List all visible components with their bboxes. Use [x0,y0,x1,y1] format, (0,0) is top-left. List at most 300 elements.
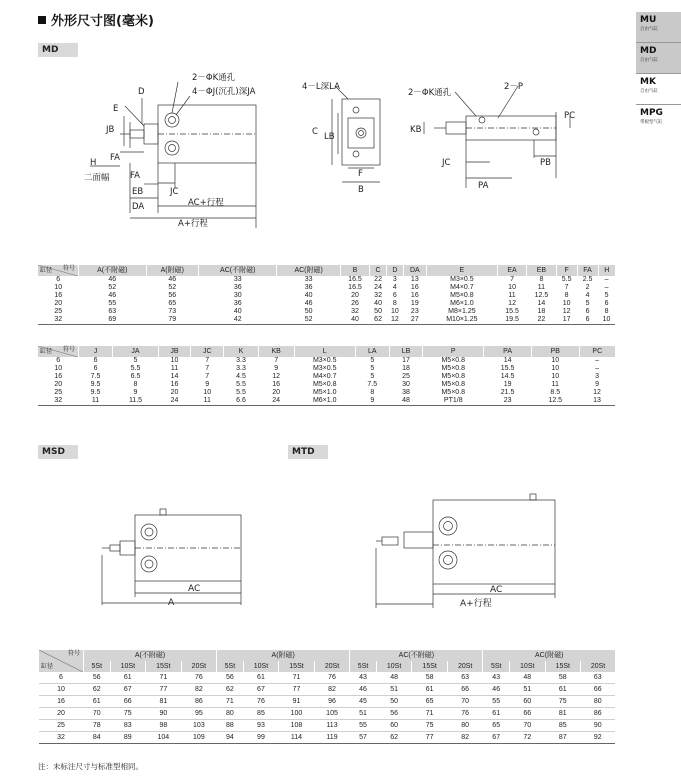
table1-corner-bottom: 缸径 [40,268,53,274]
table1-header: FA [577,265,598,276]
sidebar-sub: 自由气缸 [640,27,658,32]
value-cell: 71 [279,672,315,684]
value-cell: 16 [170,381,179,388]
md-label-fa2: FA [130,171,140,181]
title-square-icon [38,16,46,24]
mtd-drawing [368,488,568,610]
value-cell: 50 [374,308,382,315]
mtd-body [433,500,555,584]
value-cell: 8 [133,381,138,388]
value-cell: 50 [304,308,313,315]
value-cell: 15.5 [500,365,515,372]
value-cell: 16 [410,284,419,291]
value-cell: 52 [108,284,117,291]
value-cell: 92 [581,732,615,744]
table1-header: H [598,265,615,276]
value-cell: 7.5 [367,381,378,388]
table3-subheader: 5St [483,661,510,672]
value-cell: 43 [350,672,377,684]
value-cell: 71 [146,672,182,684]
value-cell: 65 [412,696,448,708]
value-cell: 91 [279,696,315,708]
value-cell: M10×1.25 [426,316,497,325]
value-cell: 46 [108,292,117,299]
md-label-jc: JC [170,187,179,197]
value-cell: 4.5 [236,373,246,380]
value-cell: 89 [110,732,146,744]
table1-header: EA [497,265,526,276]
value-cell: 36 [233,284,242,291]
md-label-l-depth: 4－L深LA [302,82,340,92]
value-cell: 84 [84,732,111,744]
value-cell: 13 [579,397,615,406]
value-cell: 10 [508,284,516,291]
table-row [38,389,615,397]
sidebar-sub: 带板型气缸 [640,120,663,125]
table2-corner-bottom: 缸径 [40,349,53,355]
value-cell: 69 [79,316,147,325]
value-cell: 20 [351,292,359,299]
sidebar-item-mpg[interactable] [636,105,681,135]
md-label-h: H [90,158,97,168]
table3-group: A(不附磁) [84,650,217,661]
table3-subheader: 10St [110,661,146,672]
dimension-table-1 [38,265,615,325]
md-front-hole-bottom [165,141,179,155]
value-cell: 5 [133,357,138,364]
value-cell: 56 [376,708,412,720]
sidebar-item-mk[interactable] [636,74,681,104]
msd-drawing [90,505,260,610]
value-cell: 86 [181,696,217,708]
value-cell: 42 [199,316,277,325]
table-row [38,316,615,325]
sidebar-code: MU [640,15,657,25]
table2-header: J [79,346,113,357]
value-cell: 30 [402,381,410,388]
value-cell: 61 [110,672,146,684]
sidebar-code: MK [640,77,656,87]
value-cell: 61 [412,684,448,696]
table2-corner-top: 符号 [62,347,75,353]
value-cell: 40 [340,316,369,325]
value-cell: 70 [84,708,111,720]
md-label-width-flats: 二面幅 [84,173,110,183]
table3-subheader: 5St [217,661,244,672]
value-cell: M5×0.8 [441,357,466,364]
value-cell: 46 [168,276,177,283]
value-cell: 56 [217,672,244,684]
value-cell: 71 [412,708,448,720]
value-cell: 51 [509,684,545,696]
value-cell: 23 [484,397,532,406]
bore-cell: 16 [39,696,84,708]
table3-subheader: 10St [376,661,412,672]
value-cell: PT1/8 [423,397,484,406]
value-cell: 96 [314,696,350,708]
md-label-d: D [138,87,145,97]
value-cell: 7 [205,365,210,372]
value-cell: 5 [370,357,375,364]
value-cell: 19 [503,381,512,388]
md-side-center-hole [356,128,366,138]
value-cell: 50 [376,696,412,708]
table2-header: JA [113,346,159,357]
value-cell: 7 [510,276,515,283]
value-cell: 23 [410,308,419,315]
value-cell: 81 [545,708,581,720]
value-cell: M5×1.0 [312,389,337,396]
footnote: 注：未标注尺寸与标准型相同。 [38,762,143,771]
value-cell: 7 [564,284,569,291]
value-cell: 12 [508,300,516,307]
md-label-pa: PA [478,181,489,191]
dimension-table-3 [38,650,615,744]
table3-subheader: 20St [181,661,217,672]
bore-cell: 20 [54,300,63,307]
value-cell: 17 [402,357,410,364]
value-cell: 10 [203,389,212,396]
value-cell: 75 [545,696,581,708]
bore-cell: 32 [38,397,79,406]
section-tag-mtd: MTD [288,445,328,459]
value-cell: 12.5 [531,397,579,406]
value-cell: 5.5 [561,276,572,283]
value-cell: 8.5 [550,389,561,396]
value-cell: 10 [562,300,571,307]
value-cell: 16.5 [348,284,362,291]
value-cell: 6 [392,292,397,299]
table3-subheader: 20St [447,661,483,672]
value-cell: 17 [556,316,577,325]
bore-cell: 20 [54,381,63,388]
msd-label-ac: AC [188,584,201,594]
value-cell: 52 [277,316,340,325]
value-cell: 9 [133,389,138,396]
bore-cell: 32 [39,732,84,744]
value-cell: 14.5 [500,373,515,380]
value-cell: 16 [272,381,281,388]
value-cell: 48 [376,672,412,684]
value-cell: 108 [279,720,315,732]
table-row [38,276,615,284]
value-cell: 33 [233,276,242,283]
value-cell: 5.5 [130,365,141,372]
value-cell: 77 [279,684,315,696]
value-cell: 58 [412,672,448,684]
table-row [38,381,615,389]
value-cell: 56 [168,292,177,299]
table-row [39,708,616,720]
value-cell: 67 [483,732,510,744]
value-cell: 82 [181,684,217,696]
value-cell: 12 [593,389,601,396]
table1-header: C [370,265,387,276]
value-cell: 70 [447,696,483,708]
value-cell: 78 [84,720,111,732]
md-label-kb: KB [410,125,422,135]
value-cell: 8 [539,276,544,283]
value-cell: 46 [483,684,510,696]
md-label-jc2: JC [442,158,451,168]
table1-corner-top: 符号 [62,266,75,272]
table1-header: B [340,265,369,276]
value-cell: 76 [447,708,483,720]
value-cell: 26 [351,300,359,307]
value-cell: M6×1.0 [450,300,474,307]
sidebar [636,12,681,135]
value-cell: 77 [412,732,448,744]
value-cell: 2 [585,284,590,291]
page-title [38,10,154,29]
value-cell: 18 [402,365,410,372]
value-cell: 63 [581,672,615,684]
dimension-table-2 [38,346,615,406]
table3-group: AC(不附磁) [350,650,483,661]
value-cell: 14 [503,357,512,364]
value-cell: 65 [168,300,177,307]
value-cell: 65 [483,720,510,732]
value-cell: 11 [537,284,546,291]
table3-subheader: 10St [509,661,545,672]
value-cell: 62 [370,316,387,325]
table2-header: KB [258,346,294,357]
value-cell: 12 [386,316,403,325]
table3-subheader: 15St [545,661,581,672]
bore-cell: 10 [54,284,63,291]
table2-header: LB [389,346,422,357]
value-cell: 32 [374,292,382,299]
bore-cell: 16 [54,373,63,380]
value-cell: M6×1.0 [294,397,355,406]
value-cell: 8 [370,389,375,396]
table-row [38,365,615,373]
value-cell: – [604,284,609,291]
md-label-jb: JB [106,125,115,135]
value-cell: 6 [93,365,98,372]
table1-header: AC(附磁) [277,265,340,276]
value-cell: 6 [93,357,98,364]
table2-header: JB [158,346,190,357]
value-cell: 62 [84,684,111,696]
md-label-k-hole2: 2－ΦK通孔 [408,88,452,98]
table3-subheader: 15St [146,661,182,672]
value-cell: M4×0.7 [450,284,474,291]
value-cell: 80 [581,696,615,708]
value-cell: 73 [168,308,177,315]
value-cell: M3×0.5 [312,357,337,364]
bore-cell: 6 [56,276,61,283]
bore-cell: 6 [56,357,61,364]
table1-header: EB [527,265,556,276]
value-cell: 71 [217,696,244,708]
value-cell: 61 [84,696,111,708]
section-tag-msd: MSD [38,445,78,459]
value-cell: 6 [585,308,590,315]
md-label-j-hole: 4－ΦJ(沉孔)深JA [192,87,256,97]
value-cell: 77 [146,684,182,696]
value-cell: M8×1.25 [448,308,476,315]
value-cell: 100 [279,708,315,720]
value-cell: 40 [374,300,382,307]
value-cell: 113 [314,720,350,732]
table-row [39,696,616,708]
table1-header: A(不附磁) [79,265,147,276]
table3-corner-top: 符号 [67,651,80,657]
value-cell: 12 [272,373,281,380]
table1-corner [38,265,79,276]
md-label-c: C [312,127,318,137]
value-cell: 10 [551,357,560,364]
md-label-p: 2－P [504,82,524,92]
value-cell: 76 [314,672,350,684]
value-cell: 79 [146,316,198,325]
mtd-label-a-stroke: A+行程 [460,599,492,609]
value-cell: 66 [110,696,146,708]
table-row [39,732,616,744]
md-label-eb: EB [132,187,144,197]
value-cell: 9.5 [90,381,101,388]
value-cell: 9 [355,397,389,406]
bore-cell: 32 [38,316,79,325]
value-cell: 66 [447,684,483,696]
value-cell: 61 [243,672,279,684]
value-cell: 85 [243,708,279,720]
msd-label-a: A [168,598,175,608]
value-cell: 11 [191,397,224,406]
value-cell: 9 [595,381,599,388]
value-cell: 95 [181,708,217,720]
value-cell: 51 [376,684,412,696]
value-cell: 70 [509,720,545,732]
sidebar-item-mu[interactable] [636,12,681,42]
value-cell: M3×0.5 [312,365,337,372]
value-cell: 13 [410,276,419,283]
value-cell: 5 [370,373,375,380]
page-title-text: 外形尺寸图(毫米) [51,14,154,29]
value-cell: 114 [279,732,315,744]
value-cell: 67 [110,684,146,696]
value-cell: 38 [402,389,410,396]
value-cell: 62 [376,732,412,744]
table3-corner [39,650,84,672]
value-cell: 10 [551,373,560,380]
sidebar-item-md[interactable] [636,43,681,73]
value-cell: 10 [551,365,560,372]
value-cell: 40 [304,292,313,299]
value-cell: 56 [84,672,111,684]
table3-group: A(附磁) [217,650,350,661]
value-cell: 81 [146,696,182,708]
table-row [39,672,616,684]
value-cell: 86 [581,708,615,720]
md-drawing [80,68,600,238]
value-cell: 82 [447,732,483,744]
value-cell: 93 [243,720,279,732]
value-cell: 5 [604,292,609,299]
value-cell: 24 [374,284,382,291]
value-cell: 67 [243,684,279,696]
md-label-f: F [358,169,363,179]
value-cell: 60 [376,720,412,732]
value-cell: 6.5 [130,373,141,380]
value-cell: 66 [581,684,615,696]
table1-header: AC(不附磁) [199,265,277,276]
value-cell: 5 [585,300,590,307]
value-cell: 8 [604,308,609,315]
value-cell: 76 [181,672,217,684]
value-cell: 75 [110,708,146,720]
value-cell: 27 [403,316,426,325]
value-cell: 58 [545,672,581,684]
sidebar-code: MPG [640,108,663,118]
md-label-pc: PC [564,111,576,121]
md-front-hole-top [165,113,179,127]
value-cell: M5×0.8 [450,292,474,299]
value-cell: 45 [350,696,377,708]
value-cell: 48 [389,397,422,406]
value-cell: 33 [304,276,313,283]
value-cell: 3 [392,276,397,283]
value-cell: 22 [374,276,382,283]
value-cell: M5×0.8 [312,381,337,388]
value-cell: 3 [595,373,599,380]
table3-subheader: 15St [279,661,315,672]
value-cell: 19 [410,300,419,307]
md-label-e: E [113,104,119,114]
value-cell: 6 [577,316,598,325]
value-cell: 10 [390,308,399,315]
value-cell: 88 [217,720,244,732]
bore-cell: 10 [39,684,84,696]
value-cell: 20 [272,389,281,396]
value-cell: – [595,357,599,364]
table2-header: PB [531,346,579,357]
value-cell: 90 [146,708,182,720]
value-cell: 55 [483,696,510,708]
value-cell: 7 [205,357,210,364]
value-cell: 14 [170,373,179,380]
value-cell: 6.6 [224,397,258,406]
value-cell: 4 [392,284,397,291]
value-cell: 3.3 [236,357,246,364]
table-row [38,300,615,308]
md-label-fa: FA [110,153,120,163]
table3-subheader: 5St [84,661,111,672]
value-cell: 3.3 [236,365,246,372]
value-cell: 32 [351,308,359,315]
md-label-lb: LB [324,132,335,142]
table1-header: F [556,265,577,276]
value-cell: 10 [170,357,179,364]
value-cell: 22 [527,316,556,325]
value-cell: 55 [350,720,377,732]
value-cell: 12 [562,308,571,315]
value-cell: 48 [509,672,545,684]
value-cell: 46 [304,300,313,307]
bore-cell: 16 [54,292,63,299]
value-cell: 14 [537,300,546,307]
value-cell: 80 [447,720,483,732]
value-cell: 24 [158,397,190,406]
value-cell: 7 [205,373,210,380]
value-cell: 2.5 [582,276,593,283]
value-cell: 11.5 [113,397,159,406]
value-cell: 57 [350,732,377,744]
value-cell: M5×0.8 [441,365,466,372]
value-cell: 83 [110,720,146,732]
table2-header: LA [355,346,389,357]
